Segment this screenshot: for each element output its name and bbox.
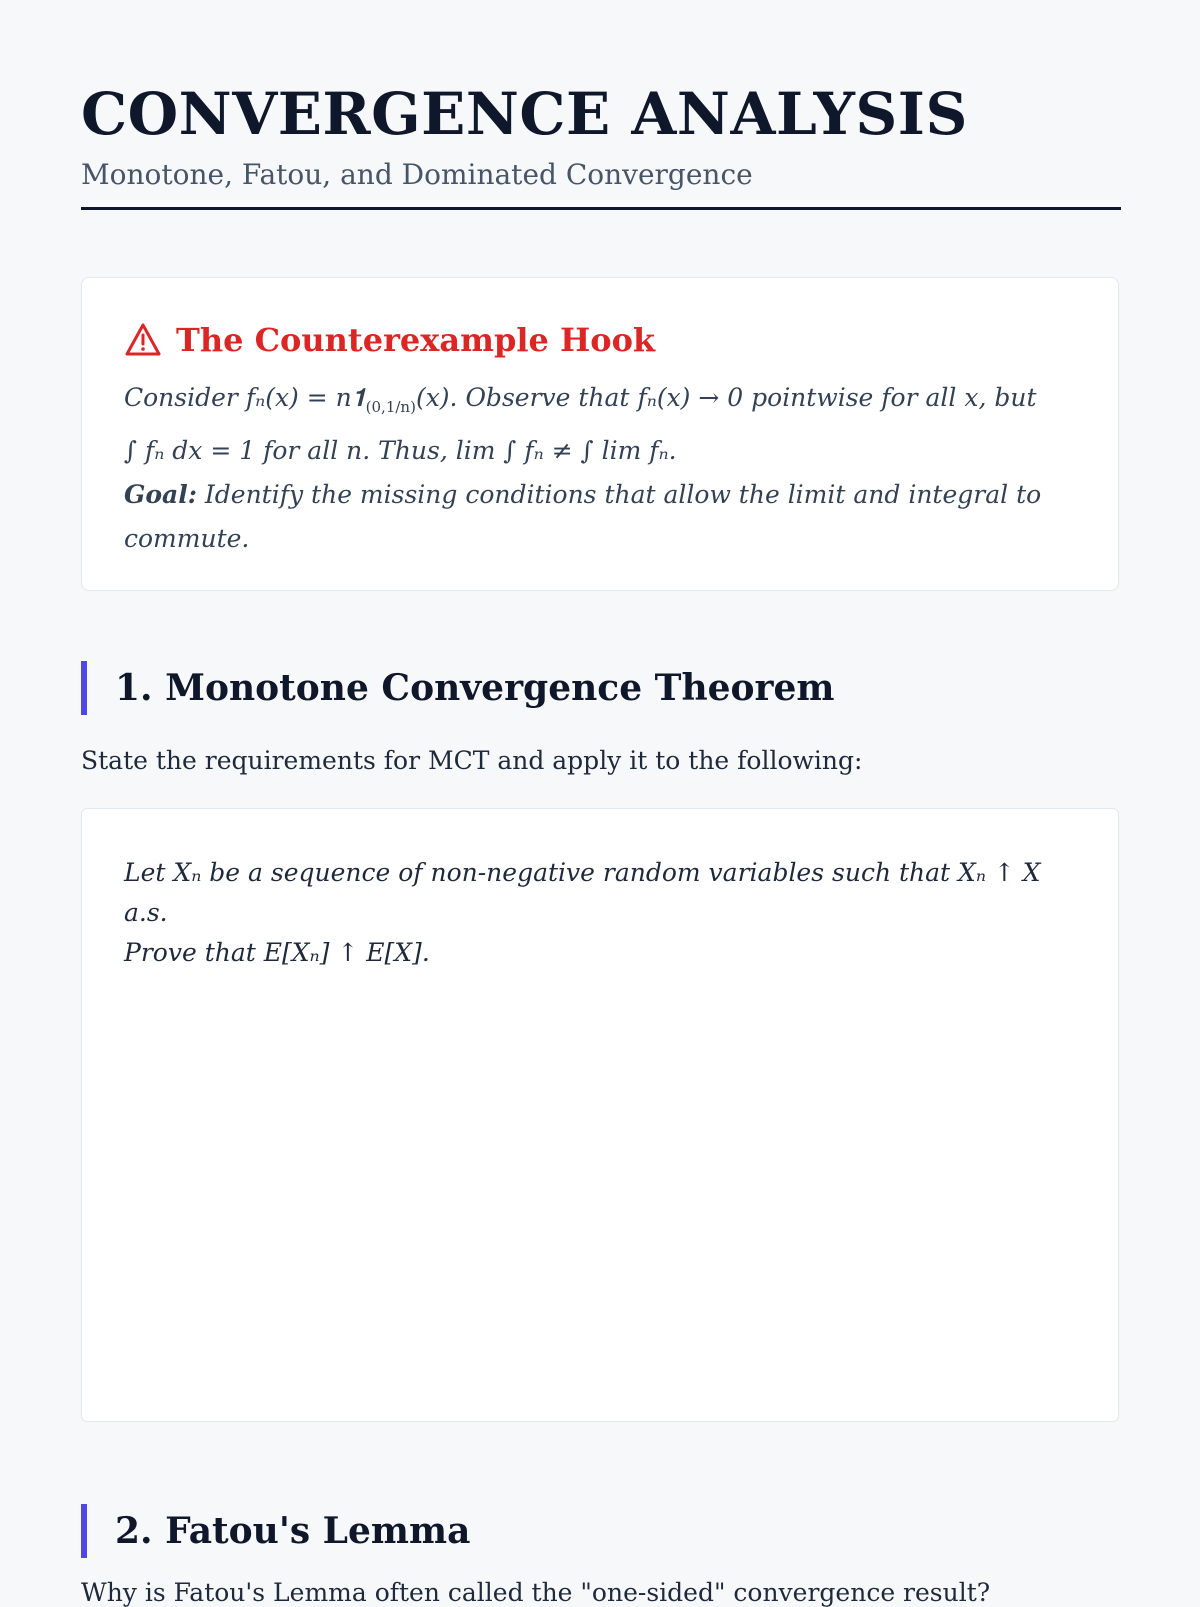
math-expression: (x): [415, 383, 450, 412]
hook-body: [124, 376, 1076, 561]
goal-text: Identify the missing conditions that allow the limit and integral to commute.: [124, 480, 1042, 553]
header-divider: [81, 207, 1121, 210]
problem-line: Let Xₙ be a sequence of non-negative random variables such that Xₙ ↑ X a.s.: [124, 858, 1041, 927]
section-prompt-mct: State the requirements for MCT and apply it to the following:: [81, 746, 863, 775]
page-title: CONVERGENCE ANALYSIS: [81, 80, 968, 148]
goal-label: Goal:: [124, 480, 197, 509]
answer-box-mct[interactable]: [81, 808, 1119, 1422]
math-expression: fₙ(x) = n𝟏: [245, 383, 366, 412]
hook-text: . Observe that: [449, 383, 638, 412]
problem-line: Prove that E[Xₙ] ↑ E[X].: [124, 938, 430, 967]
warning-triangle-icon: [124, 322, 162, 358]
math-expression: n: [346, 436, 363, 465]
hook-text: . Thus,: [362, 436, 456, 465]
page-header: [81, 80, 1121, 194]
math-expression: fₙ(x) → 0: [637, 383, 744, 412]
section-heading-fatou: 2. Fatou's Lemma: [81, 1504, 470, 1558]
counterexample-hook-card: [81, 277, 1119, 591]
hook-text: , but: [978, 383, 1037, 412]
hook-text: .: [668, 436, 677, 465]
math-expression: x: [964, 383, 979, 412]
section-heading-mct: 1. Monotone Convergence Theorem: [81, 661, 835, 715]
math-expression: ∫ fₙ dx = 1: [124, 436, 256, 465]
math-subscript: (0,1/n): [365, 398, 416, 416]
section-prompt-fatou: Why is Fatou's Lemma often called the "one-sided" convergence result?: [81, 1578, 991, 1607]
hook-title: The Counterexample Hook: [176, 321, 656, 359]
hook-text: for all: [255, 436, 347, 465]
math-expression: lim ∫ fₙ ≠ ∫ lim fₙ: [455, 436, 669, 465]
hook-text: Consider: [124, 383, 246, 412]
page-subtitle: Monotone, Fatou, and Dominated Convergence: [81, 158, 753, 191]
hook-text: pointwise for all: [743, 383, 965, 412]
hook-title-row: [124, 320, 1076, 360]
